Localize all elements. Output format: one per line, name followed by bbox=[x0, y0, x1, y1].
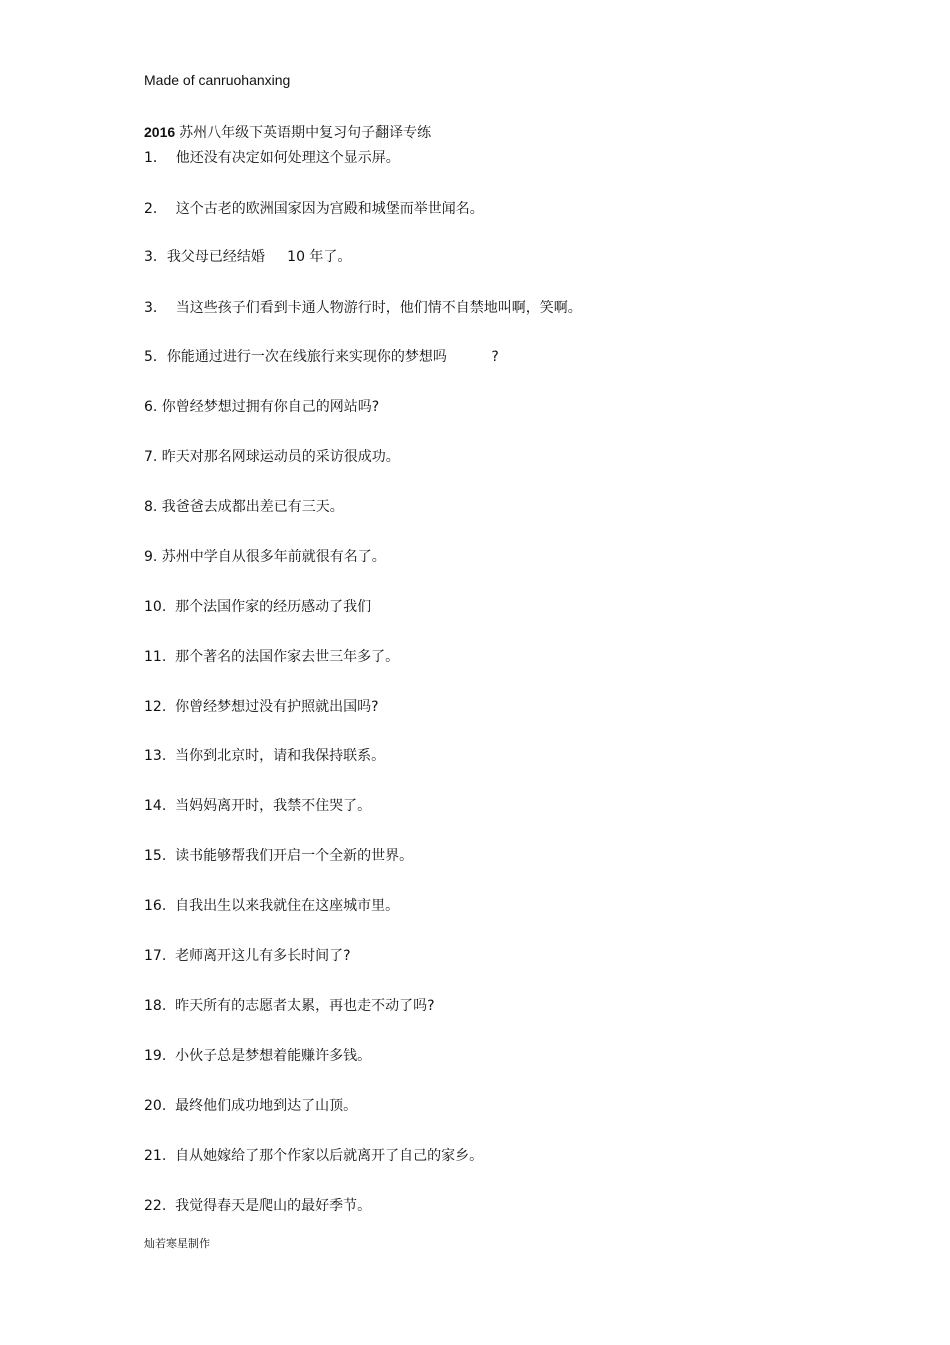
exercise-item: 2． 这个古老的欧洲国家因为宫殿和城堡而举世闻名。 bbox=[144, 201, 484, 217]
exercise-item: 22. 我觉得春天是爬山的最好季节。 bbox=[144, 1198, 372, 1214]
exercise-item: 3．我父母已经结婚 10 年了。 bbox=[144, 249, 352, 265]
exercise-item: 7. 昨天对那名网球运动员的采访很成功。 bbox=[144, 449, 400, 465]
document-title bbox=[144, 122, 431, 142]
made-of-header: Made of canruohanxing bbox=[144, 72, 291, 88]
exercise-item: 9. 苏州中学自从很多年前就很有名了。 bbox=[144, 549, 386, 565]
exercise-item: 16. 自我出生以来我就住在这座城市里。 bbox=[144, 898, 400, 914]
exercise-item: 6. 你曾经梦想过拥有你自己的网站吗? bbox=[144, 399, 380, 415]
exercise-item: 5．你能通过进行一次在线旅行来实现你的梦想吗 ? bbox=[144, 349, 499, 365]
exercise-item: 10. 那个法国作家的经历感动了我们 bbox=[144, 599, 372, 615]
footer-credit: 灿若寒星制作 bbox=[144, 1237, 210, 1250]
title-text: 苏州八年级下英语期中复习句子翻译专练 bbox=[179, 125, 432, 141]
exercise-item: 21. 自从她嫁给了那个作家以后就离开了自己的家乡。 bbox=[144, 1148, 484, 1164]
exercise-item: 1． 他还没有决定如何处理这个显示屏。 bbox=[144, 150, 400, 166]
exercise-item: 12. 你曾经梦想过没有护照就出国吗? bbox=[144, 699, 379, 715]
exercise-item: 15. 读书能够帮我们开启一个全新的世界。 bbox=[144, 848, 414, 864]
title-year: 2016 bbox=[144, 124, 176, 140]
exercise-item: 11. 那个著名的法国作家去世三年多了。 bbox=[144, 649, 400, 665]
exercise-item: 13. 当你到北京时，请和我保持联系。 bbox=[144, 748, 386, 764]
exercise-item: 17. 老师离开这儿有多长时间了? bbox=[144, 948, 351, 964]
exercise-item: 3． 当这些孩子们看到卡通人物游行时，他们情不自禁地叫啊，笑啊。 bbox=[144, 300, 582, 316]
exercise-item: 19. 小伙子总是梦想着能赚许多钱。 bbox=[144, 1048, 372, 1064]
exercise-item: 18. 昨天所有的志愿者太累，再也走不动了吗? bbox=[144, 998, 435, 1014]
exercise-item: 14. 当妈妈离开时，我禁不住哭了。 bbox=[144, 798, 372, 814]
exercise-item: 20. 最终他们成功地到达了山顶。 bbox=[144, 1098, 358, 1114]
exercise-item: 8. 我爸爸去成都出差已有三天。 bbox=[144, 499, 344, 515]
